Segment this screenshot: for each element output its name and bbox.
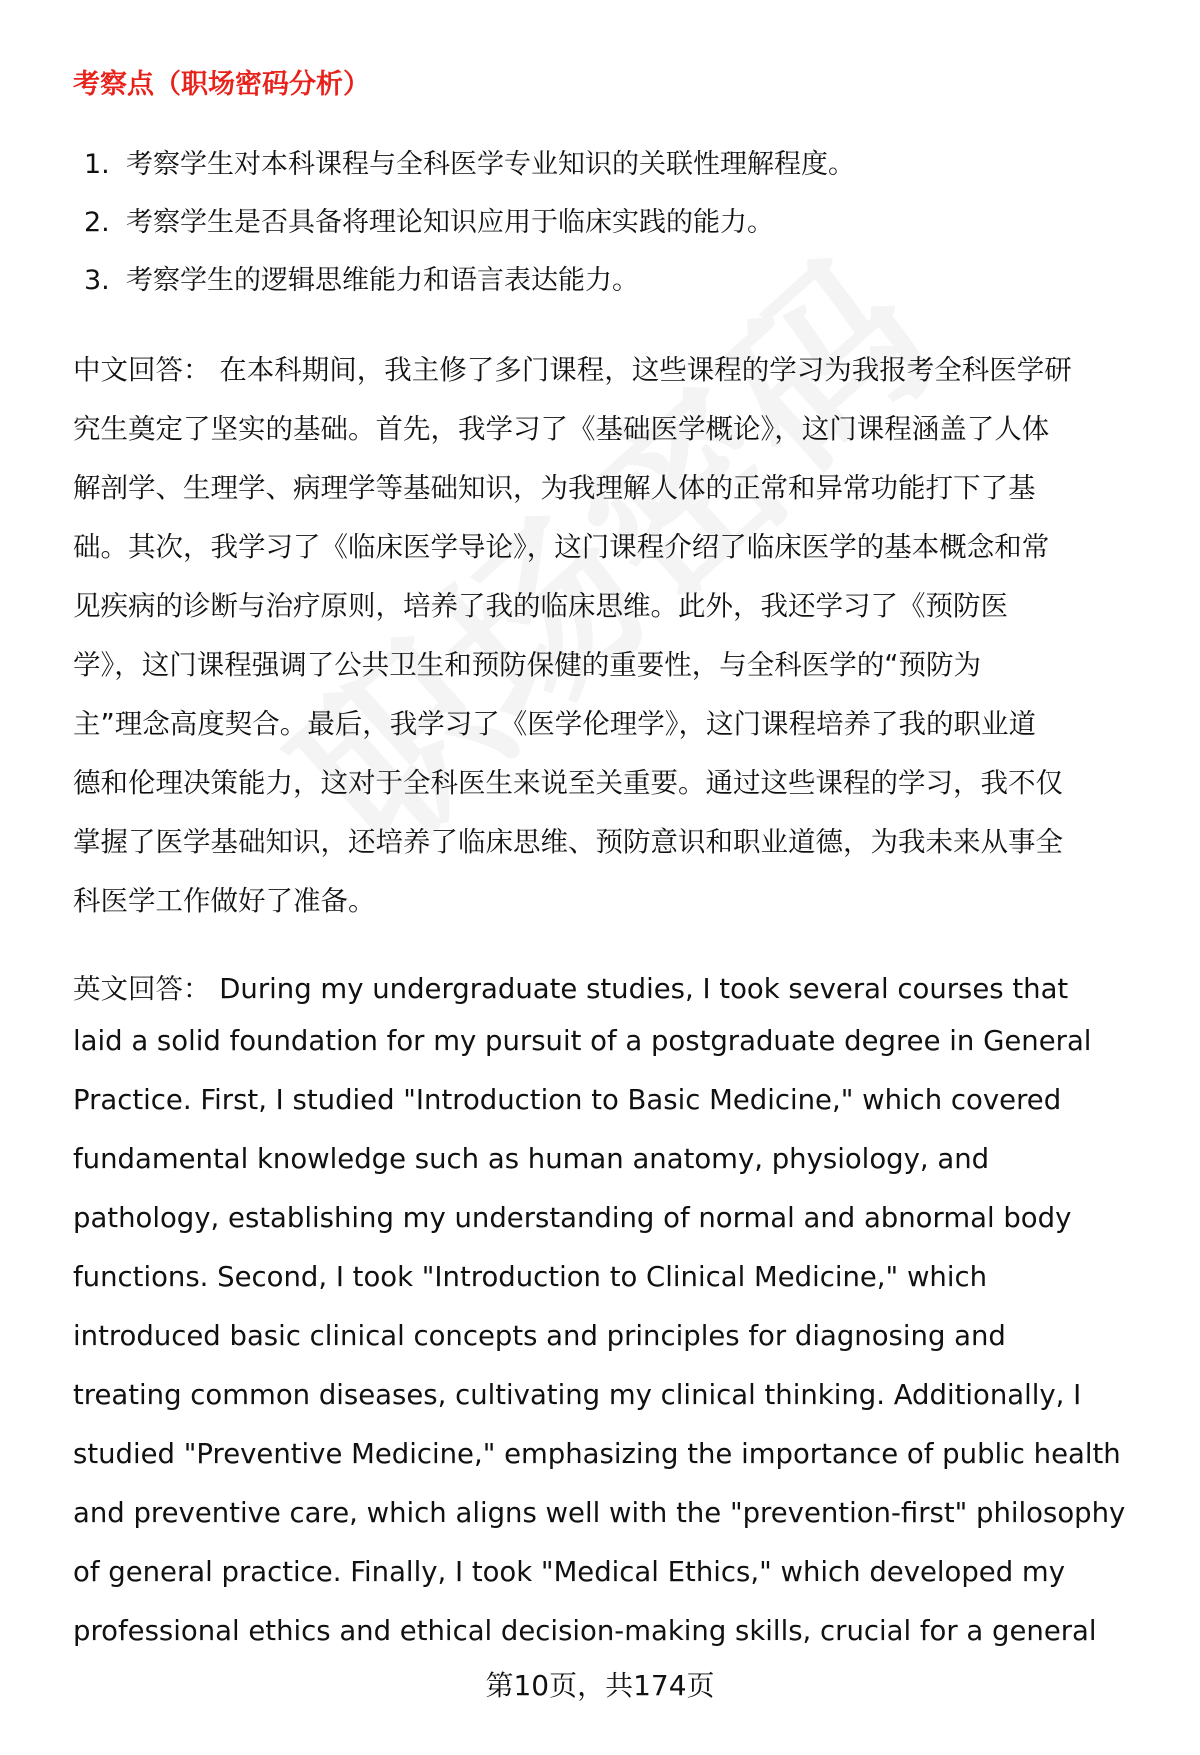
english-answer-lines-line: Practice. First, I studied "Introduction to Basic Medicine," which covered bbox=[73, 1084, 1062, 1116]
chinese-answer-lines-line: 德和伦理决策能力，这对于全科医生来说至关重要。通过这些课程的学习，我不仅 bbox=[73, 767, 1063, 799]
english-answer-lines-line: of general practice. Finally, I took "Medical Ethics," which developed my bbox=[73, 1556, 1065, 1588]
chinese-answer-lines-line: 究生奠定了坚实的基础。首先，我学习了《基础医学概论》，这门课程涵盖了人体 bbox=[73, 413, 1050, 445]
chinese-answer-lines-line: 解剖学、生理学、病理学等基础知识，为我理解人体的正常和异常功能打下了基 bbox=[73, 472, 1036, 504]
english-answer-lines-line: fundamental knowledge such as human anatomy, physiology, and bbox=[73, 1143, 990, 1175]
page-number: 第10页，共174页 bbox=[485, 1669, 715, 1702]
chinese-answer-lines-line: 掌握了医学基础知识，还培养了临床思维、预防意识和职业道德，为我未来从事全 bbox=[73, 826, 1063, 858]
list-text: 考察学生是否具备将理论知识应用于临床实践的能力。 bbox=[126, 207, 774, 238]
english-answer-lines-line: laid a solid foundation for my pursuit of a postgraduate degree in General bbox=[73, 1025, 1092, 1057]
english-answer-lines-line: treating common diseases, cultivating my clinical thinking. Additionally, I bbox=[73, 1379, 1082, 1411]
english-answer-lines-line: and preventive care, which aligns well with the "prevention-first" philosophy bbox=[73, 1497, 1126, 1529]
chinese-answer-lines-line: 科医学工作做好了准备。 bbox=[73, 885, 376, 917]
english-answer-lines-line: introduced basic clinical concepts and principles for diagnosing and bbox=[73, 1320, 1006, 1352]
chinese-answer-lines-line: 中文回答： 在本科期间，我主修了多门课程，这些课程的学习为我报考全科医学研 bbox=[73, 354, 1072, 386]
list-item bbox=[84, 258, 639, 297]
section-heading: 考察点（职场密码分析） bbox=[73, 69, 370, 100]
english-answer-lines-line: professional ethics and ethical decision-making skills, crucial for a general bbox=[73, 1615, 1097, 1647]
list-text: 考察学生的逻辑思维能力和语言表达能力。 bbox=[126, 265, 639, 296]
english-answer-lines-line: studied "Preventive Medicine," emphasizing the importance of public health bbox=[73, 1438, 1121, 1470]
chinese-answer-lines-line: 主”理念高度契合。最后，我学习了《医学伦理学》，这门课程培养了我的职业道 bbox=[73, 708, 1036, 740]
list-number: 1. bbox=[84, 149, 110, 180]
list-item bbox=[84, 200, 774, 239]
chinese-answer-lines-line: 见疾病的诊断与治疗原则，培养了我的临床思维。此外，我还学习了《预防医 bbox=[73, 590, 1008, 622]
list-number: 2. bbox=[84, 207, 110, 238]
english-answer-lines-line: functions. Second, I took "Introduction to Clinical Medicine," which bbox=[73, 1261, 988, 1293]
english-answer-lines-line: pathology, establishing my understanding of normal and abnormal body bbox=[73, 1202, 1072, 1234]
chinese-answer-lines-line: 学》，这门课程强调了公共卫生和预防保健的重要性，与全科医学的“预防为 bbox=[73, 649, 981, 681]
chinese-answer-lines-line: 础。其次，我学习了《临床医学导论》，这门课程介绍了临床医学的基本概念和常 bbox=[73, 531, 1050, 563]
list-text: 考察学生对本科课程与全科医学专业知识的关联性理解程度。 bbox=[126, 149, 855, 180]
list-item bbox=[84, 142, 855, 181]
list-number: 3. bbox=[84, 265, 110, 296]
english-answer-lines-line: 英文回答： During my undergraduate studies, I took several courses that bbox=[73, 973, 1069, 1005]
